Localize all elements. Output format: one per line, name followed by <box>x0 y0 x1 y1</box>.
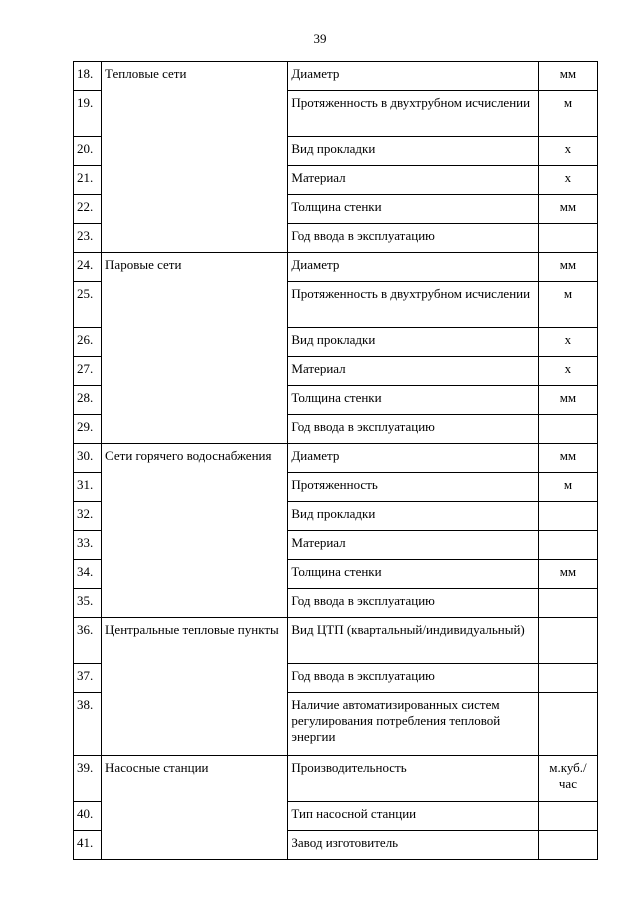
parameter-name: Протяженность в двухтрубном исчислении <box>288 282 538 328</box>
unit-cell <box>538 802 597 831</box>
group-name: Сети горячего водоснабжения <box>102 444 288 618</box>
parameters-table <box>73 61 598 860</box>
row-number: 26. <box>74 328 102 357</box>
row-number: 25. <box>74 282 102 328</box>
parameter-name: Вид прокладки <box>288 137 538 166</box>
group-name: Насосные станции <box>102 756 288 860</box>
unit-cell: м <box>538 282 597 328</box>
parameter-name: Вид прокладки <box>288 502 538 531</box>
parameter-name: Материал <box>288 357 538 386</box>
unit-cell: м.куб./час <box>538 756 597 802</box>
group-name: Паровые сети <box>102 253 288 444</box>
table-row <box>74 253 598 282</box>
parameter-name: Диаметр <box>288 253 538 282</box>
row-number: 32. <box>74 502 102 531</box>
unit-cell <box>538 664 597 693</box>
row-number: 37. <box>74 664 102 693</box>
row-number: 20. <box>74 137 102 166</box>
parameter-name: Протяженность <box>288 473 538 502</box>
row-number: 19. <box>74 91 102 137</box>
unit-cell: м <box>538 473 597 502</box>
unit-cell <box>538 618 597 664</box>
unit-cell: х <box>538 357 597 386</box>
parameter-name: Год ввода в эксплуатацию <box>288 589 538 618</box>
unit-cell <box>538 589 597 618</box>
unit-cell: мм <box>538 444 597 473</box>
row-number: 39. <box>74 756 102 802</box>
table-row <box>74 444 598 473</box>
row-number: 24. <box>74 253 102 282</box>
parameter-name: Толщина стенки <box>288 386 538 415</box>
unit-cell <box>538 502 597 531</box>
unit-cell <box>538 693 597 756</box>
parameter-name: Завод изготовитель <box>288 831 538 860</box>
unit-cell: мм <box>538 253 597 282</box>
row-number: 33. <box>74 531 102 560</box>
parameter-name: Тип насосной станции <box>288 802 538 831</box>
group-name: Центральные тепловые пункты <box>102 618 288 756</box>
unit-cell: мм <box>538 386 597 415</box>
parameter-name: Толщина стенки <box>288 560 538 589</box>
table-row <box>74 62 598 91</box>
unit-cell: мм <box>538 195 597 224</box>
row-number: 34. <box>74 560 102 589</box>
page-number: 39 <box>313 31 327 46</box>
parameter-name: Производительность <box>288 756 538 802</box>
row-number: 29. <box>74 415 102 444</box>
parameter-name: Вид ЦТП (квартальный/индивидуальный) <box>288 618 538 664</box>
row-number: 38. <box>74 693 102 756</box>
parameter-name: Год ввода в эксплуатацию <box>288 664 538 693</box>
row-number: 35. <box>74 589 102 618</box>
unit-cell <box>538 415 597 444</box>
row-number: 27. <box>74 357 102 386</box>
row-number: 28. <box>74 386 102 415</box>
parameter-name: Год ввода в эксплуатацию <box>288 415 538 444</box>
row-number: 30. <box>74 444 102 473</box>
parameter-name: Вид прокладки <box>288 328 538 357</box>
row-number: 31. <box>74 473 102 502</box>
parameter-name: Материал <box>288 166 538 195</box>
row-number: 36. <box>74 618 102 664</box>
row-number: 40. <box>74 802 102 831</box>
unit-cell <box>538 531 597 560</box>
unit-cell: х <box>538 328 597 357</box>
row-number: 18. <box>74 62 102 91</box>
group-name: Тепловые сети <box>102 62 288 253</box>
unit-cell <box>538 224 597 253</box>
parameter-name: Толщина стенки <box>288 195 538 224</box>
parameter-name: Протяженность в двухтрубном исчислении <box>288 91 538 137</box>
unit-cell: мм <box>538 62 597 91</box>
row-number: 21. <box>74 166 102 195</box>
unit-cell <box>538 831 597 860</box>
parameter-name: Год ввода в эксплуатацию <box>288 224 538 253</box>
row-number: 22. <box>74 195 102 224</box>
unit-cell: х <box>538 166 597 195</box>
parameter-name: Диаметр <box>288 444 538 473</box>
unit-cell: м <box>538 91 597 137</box>
unit-cell: х <box>538 137 597 166</box>
row-number: 41. <box>74 831 102 860</box>
parameter-name: Материал <box>288 531 538 560</box>
table-row <box>74 618 598 664</box>
parameter-name: Диаметр <box>288 62 538 91</box>
table-row <box>74 756 598 802</box>
parameter-name: Наличие автоматизированных систем регулирования потребления тепловой энергии <box>288 693 538 756</box>
unit-cell: мм <box>538 560 597 589</box>
row-number: 23. <box>74 224 102 253</box>
